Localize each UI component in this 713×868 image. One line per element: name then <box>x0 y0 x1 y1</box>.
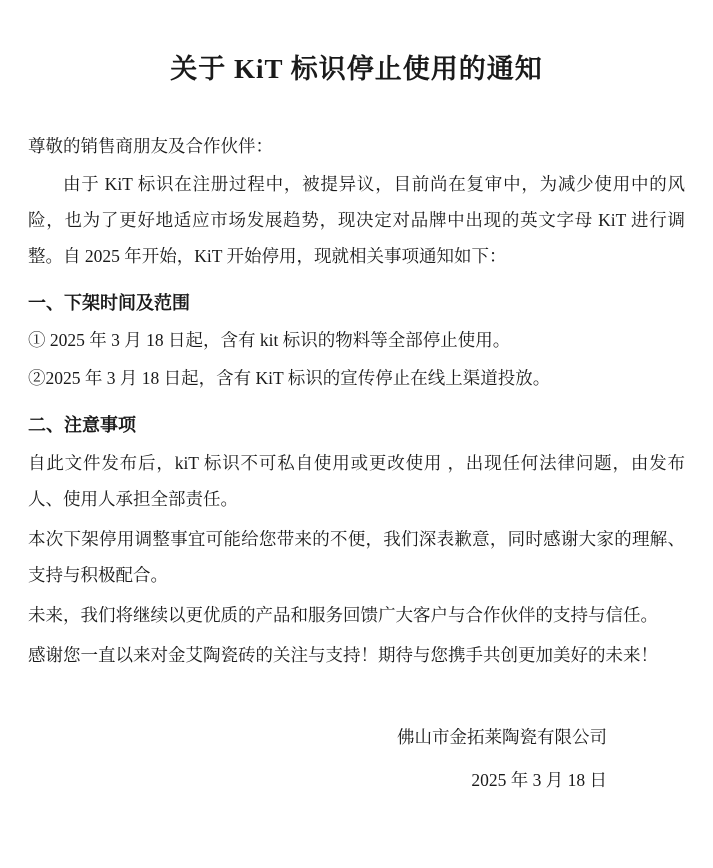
notice-paragraph-1: 自此文件发布后，kiT 标识不可私自使用或更改使用 ，出现任何法律问题，由发布人、使用人承担全部责任。 <box>28 453 685 509</box>
intro-paragraph: 由于 KiT 标识在注册过程中，被提异议，目前尚在复审中，为减少使用中的风险，也为了更好地适应市场发展趋势，现决定对品牌中出现的英文字母 KiT 进行调整。自 2025 年开始，KiT 开始停用，现就相关事项通知如下： <box>28 173 685 266</box>
notice-paragraph-3: 未来，我们将继续以更优质的产品和服务回馈广大客户与合作伙伴的支持与信任。 <box>28 604 658 625</box>
section-one-heading: 一、下架时间及范围 <box>28 292 190 313</box>
list-item: ① 2025 年 3 月 18 日起，含有 kit 标识的物料等全部停止使用。 <box>28 330 511 351</box>
signature-company: 佛山市金拓莱陶瓷有限公司 <box>397 727 607 748</box>
document-body <box>28 129 685 673</box>
notice-paragraph-2: 本次下架停用调整事宜可能给您带来的不便，我们深表歉意，同时感谢大家的理解、支持与积极配合。 <box>28 528 685 585</box>
section-two-heading: 二、注意事项 <box>28 415 136 436</box>
list-item: ②2025 年 3 月 18 日起，含有 KiT 标识的宣传停止在线上渠道投放。 <box>28 368 551 389</box>
signature-date: 2025 年 3 月 18 日 <box>471 770 607 791</box>
notice-paragraph-4: 感谢您一直以来对金艾陶瓷砖的关注与支持！期待与您携手共创更加美好的未来！ <box>28 644 658 665</box>
salutation: 尊敬的销售商朋友及合作伙伴： <box>28 136 273 157</box>
signature-block <box>28 719 685 799</box>
page-title: 关于 KiT 标识停止使用的通知 <box>170 54 543 84</box>
